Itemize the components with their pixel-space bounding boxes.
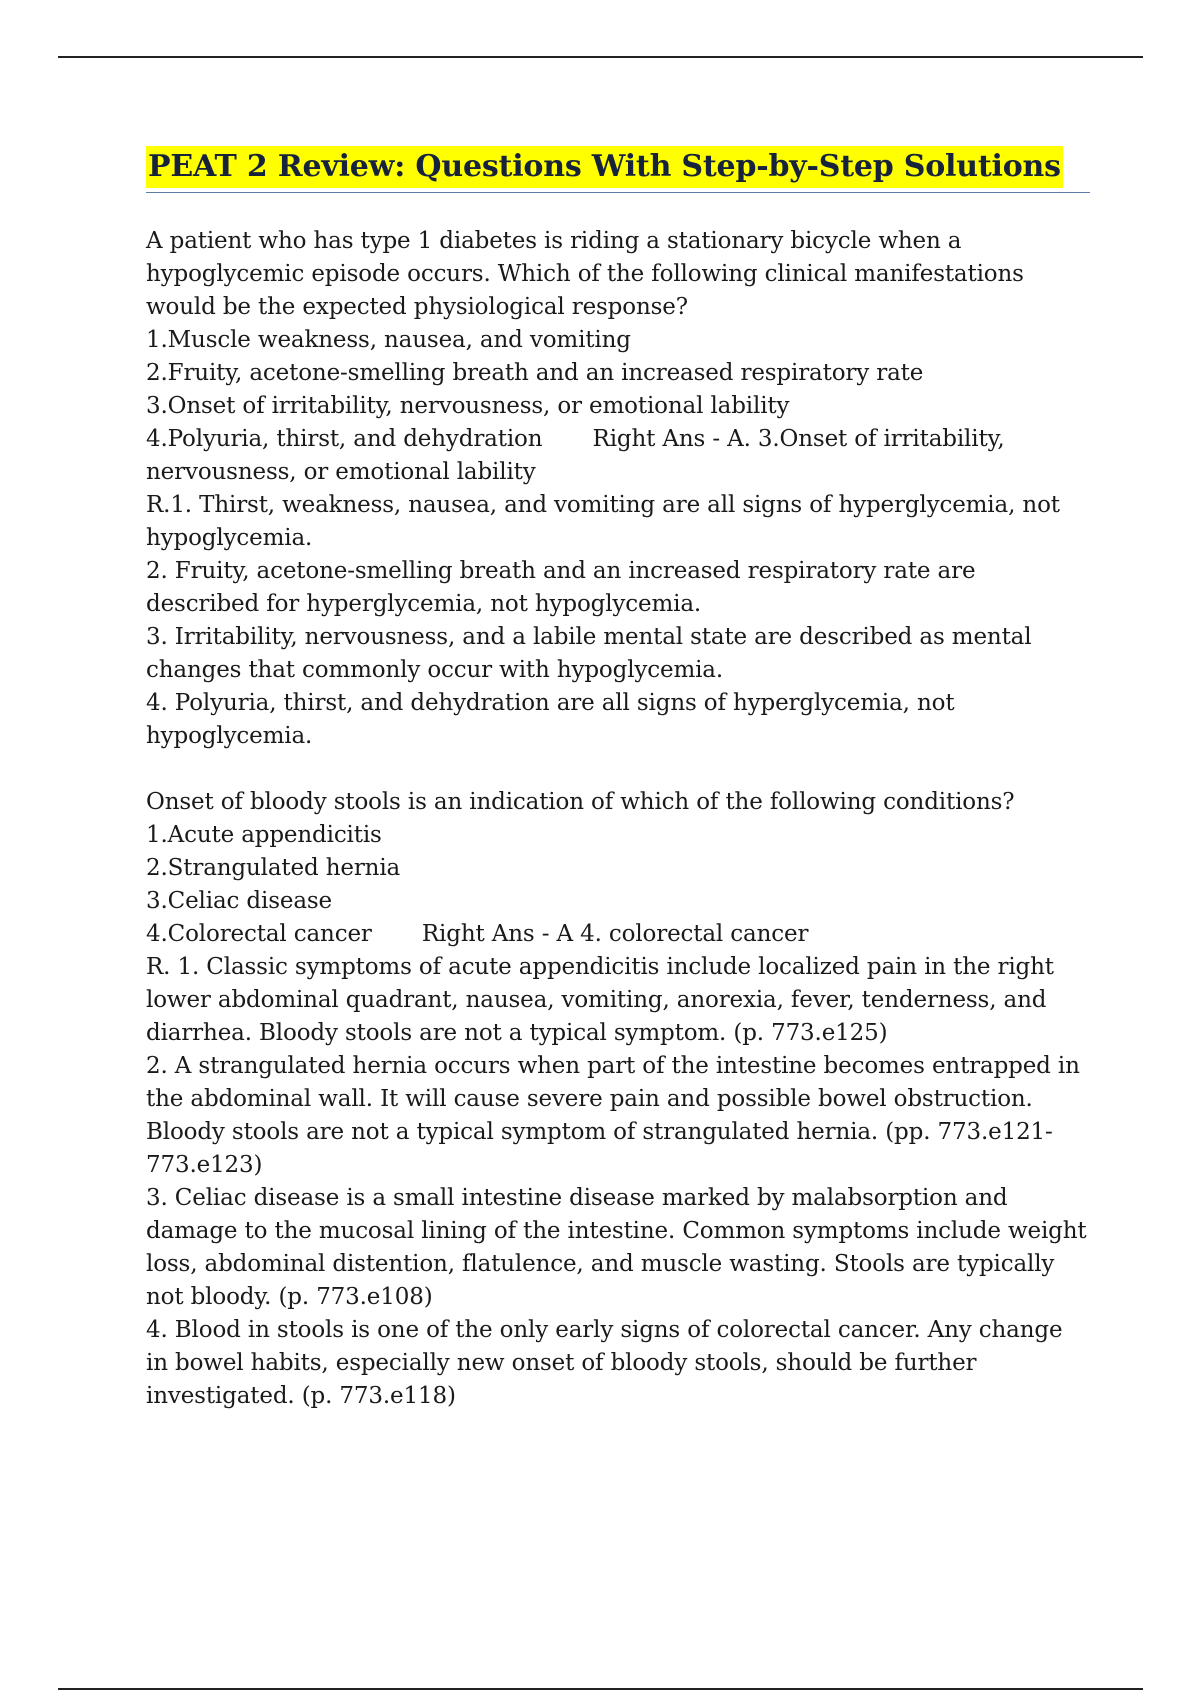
answer-option: 4.Polyuria, thirst, and dehydration (146, 426, 543, 452)
answer-option: 4.Colorectal cancer (146, 921, 372, 947)
answer-option: 3.Celiac disease (146, 888, 332, 914)
answer-option: 2.Fruity, acetone-smelling breath and an increased respiratory rate (146, 360, 924, 386)
answer-option: 1.Muscle weakness, nausea, and vomiting (146, 327, 631, 353)
document-page (146, 146, 1090, 1413)
rationale: 3. Celiac disease is a small intestine disease marked by malabsorption and damage to the mucosal lining of the intestine. Common symptoms include weight loss, abdominal distention, flatulence, and muscle wasting. Stools are typically not bloody. (p. 773.e108) (146, 1185, 1087, 1310)
question-block (146, 225, 1090, 753)
answer-option: 2.Strangulated hernia (146, 855, 401, 881)
question-stem: A patient who has type 1 diabetes is riding a stationary bicycle when a hypoglycemic episode occurs. Which of the following clinical manifestations would be the expected physiological response? (146, 228, 1024, 320)
last-option-with-answer (146, 423, 1090, 489)
rationale: R. 1. Classic symptoms of acute appendicitis include localized pain in the right lower abdominal quadrant, nausea, vomiting, anorexia, fever, tenderness, and diarrhea. Bloody stools are not a typical symptom. (p. 773.e125) (146, 954, 1054, 1046)
title-block (146, 146, 1090, 193)
rationale: 2. A strangulated hernia occurs when part of the intestine becomes entrapped in the abdominal wall. It will cause severe pain and possible bowel obstruction. Bloody stools are not a typical symptom of strangulated hernia. (pp. 773.e121-773.e123) (146, 1053, 1080, 1178)
rationale: 2. Fruity, acetone-smelling breath and an increased respiratory rate are described for hyperglycemia, not hypoglycemia. (146, 558, 976, 617)
question-block (146, 786, 1090, 1413)
question-spacer (146, 753, 1090, 786)
question-stem: Onset of bloody stools is an indication of which of the following conditions? (146, 789, 1015, 815)
correct-answer: Right Ans - A. 3.Onset of irritability, nervousness, or emotional lability (146, 426, 1005, 485)
document-title: PEAT 2 Review: Questions With Step-by-Step Solutions (146, 146, 1063, 188)
rationale: 4. Polyuria, thirst, and dehydration are all signs of hyperglycemia, not hypoglycemia. (146, 690, 955, 749)
correct-answer: Right Ans - A 4. colorectal cancer (421, 921, 809, 947)
footer-rule (58, 1688, 1143, 1690)
header-rule (58, 56, 1143, 58)
rationale: 4. Blood in stools is one of the only early signs of colorectal cancer. Any change in bowel habits, especially new onset of bloody stools, should be further investigated. (p. 773.e118) (146, 1317, 1063, 1409)
last-option-with-answer (146, 918, 1090, 951)
answer-option: 1.Acute appendicitis (146, 822, 382, 848)
rationale: 3. Irritability, nervousness, and a labile mental state are described as mental changes that commonly occur with hypoglycemia. (146, 624, 1032, 683)
rationale: R.1. Thirst, weakness, nausea, and vomiting are all signs of hyperglycemia, not hypoglycemia. (146, 492, 1060, 551)
answer-option: 3.Onset of irritability, nervousness, or emotional lability (146, 393, 790, 419)
document-body (146, 225, 1090, 1413)
